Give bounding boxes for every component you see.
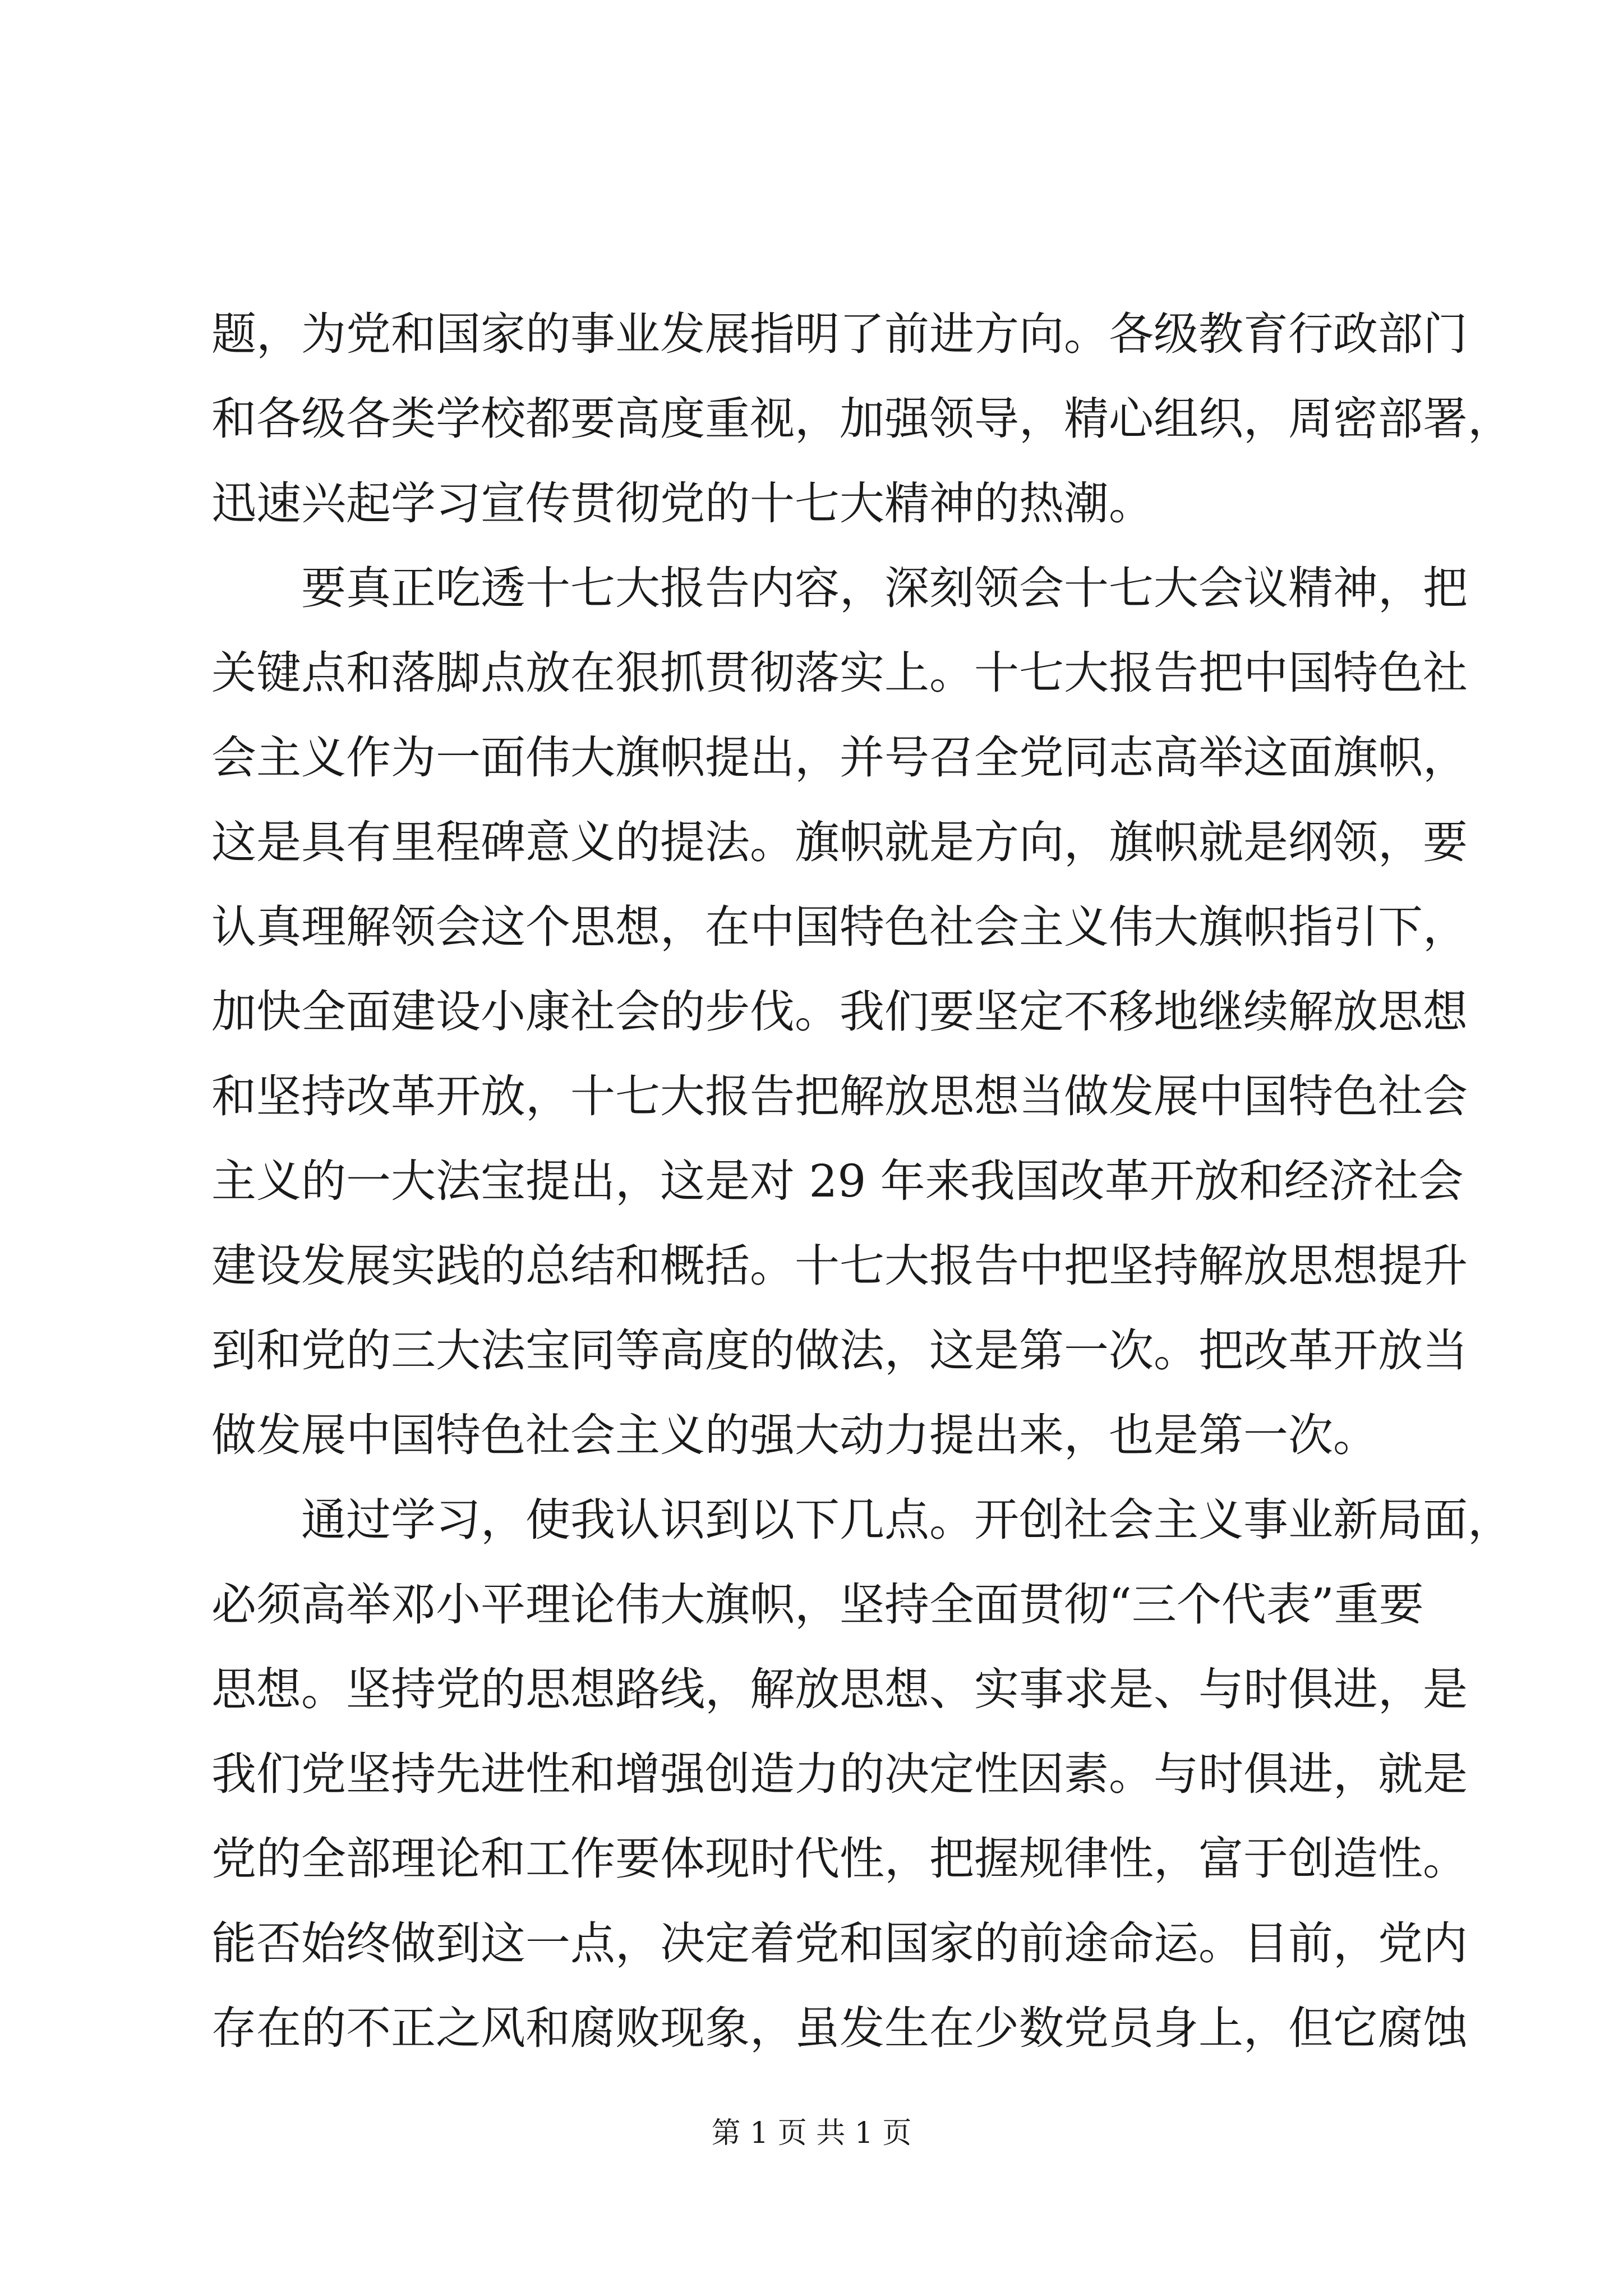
text-line: 这是具有里程碑意义的提法。旗帜就是方向，旗帜就是纲领，要 bbox=[211, 816, 1468, 868]
paragraph-2 bbox=[211, 546, 1468, 1478]
text-line: 党的全部理论和工作要体现时代性，把握规律性，富于创造性。 bbox=[211, 1833, 1468, 1885]
text-line: 和各级各类学校都要高度重视，加强领导，精心组织，周密部署， bbox=[211, 393, 1513, 445]
paragraph-3 bbox=[211, 1478, 1513, 2070]
text-line: 认真理解领会这个思想，在中国特色社会主义伟大旗帜指引下， bbox=[211, 901, 1468, 953]
page-footer bbox=[0, 2109, 1623, 2151]
page-number-label: 第 1 页 共 1 页 bbox=[711, 2116, 912, 2150]
text-line: 和坚持改革开放，十七大报告把解放思想当做发展中国特色社会 bbox=[211, 1070, 1468, 1122]
text-line: 关键点和落脚点放在狠抓贯彻落实上。十七大报告把中国特色社 bbox=[211, 647, 1468, 699]
text-line: 主义的一大法宝提出，这是对 29 年来我国改革开放和经济社会 bbox=[211, 1155, 1464, 1207]
text-line: 题，为党和国家的事业发展指明了前进方向。各级教育行政部门 bbox=[211, 308, 1468, 360]
text-line: 通过学习，使我认识到以下几点。开创社会主义事业新局面， bbox=[301, 1494, 1513, 1546]
text-line: 建设发展实践的总结和概括。十七大报告中把坚持解放思想提升 bbox=[211, 1240, 1468, 1292]
text-line: 会主义作为一面伟大旗帜提出，并号召全党同志高举这面旗帜， bbox=[211, 731, 1468, 784]
text-line: 能否始终做到这一点，决定着党和国家的前途命运。目前，党内 bbox=[211, 1917, 1468, 1970]
text-line: 必须高举邓小平理论伟大旗帜，坚持全面贯彻“三个代表”重要 bbox=[211, 1579, 1424, 1631]
text-line: 到和党的三大法宝同等高度的做法，这是第一次。把改革开放当 bbox=[211, 1324, 1468, 1377]
text-line: 要真正吃透十七大报告内容，深刻领会十七大会议精神，把 bbox=[301, 562, 1468, 614]
text-line: 思想。坚持党的思想路线，解放思想、实事求是、与时俱进，是 bbox=[211, 1663, 1468, 1715]
document-body bbox=[211, 292, 1513, 2070]
paragraph-1 bbox=[211, 292, 1513, 546]
text-line: 做发展中国特色社会主义的强大动力提出来，也是第一次。 bbox=[211, 1409, 1378, 1461]
text-line: 迅速兴起学习宣传贯彻党的十七大精神的热潮。 bbox=[211, 477, 1154, 530]
text-line: 我们党坚持先进性和增强创造力的决定性因素。与时俱进，就是 bbox=[211, 1748, 1468, 1800]
text-line: 存在的不正之风和腐败现象，虽发生在少数党员身上，但它腐蚀 bbox=[211, 2002, 1468, 2054]
text-line: 加快全面建设小康社会的步伐。我们要坚定不移地继续解放思想 bbox=[211, 986, 1468, 1038]
